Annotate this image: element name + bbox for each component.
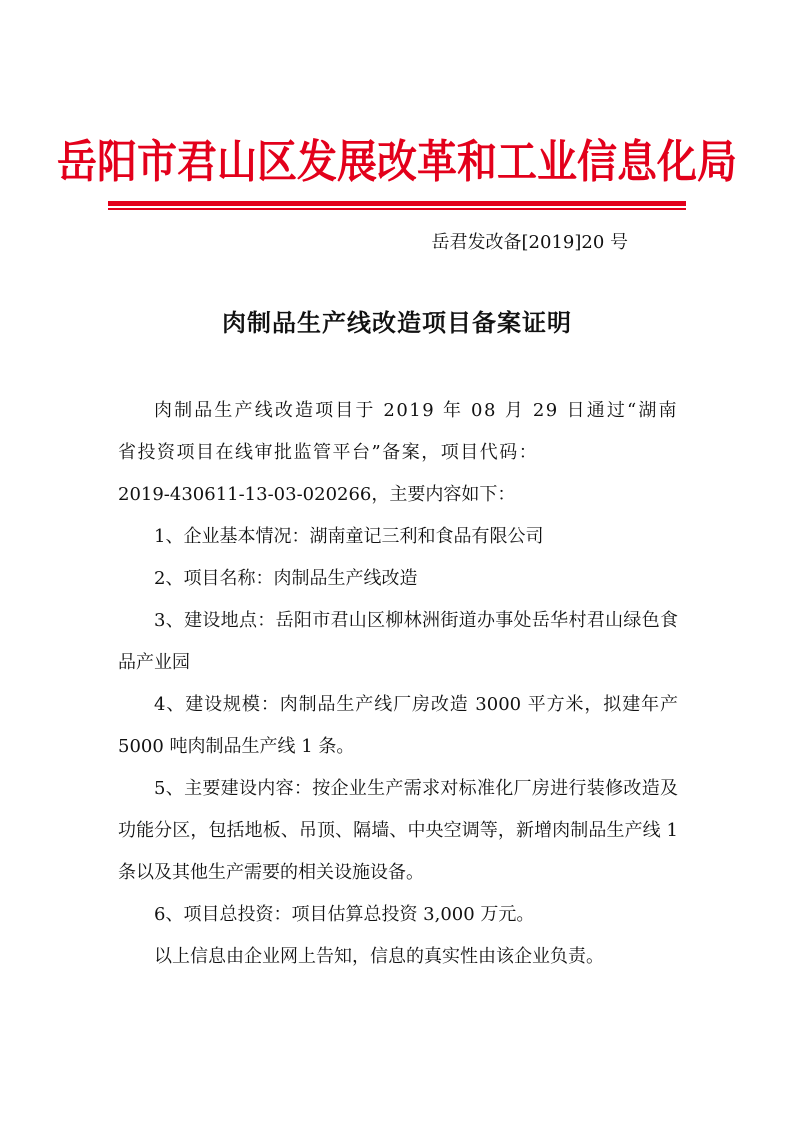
header-rule-thin bbox=[108, 208, 686, 210]
project-code-line: 2019-430611-13-03-020266，主要内容如下： bbox=[118, 484, 516, 505]
closing-statement: 以上信息由企业网上告知，信息的真实性由该企业负责。 bbox=[154, 946, 604, 967]
intro-paragraph: 肉制品生产线改造项目于 2019 年 08 月 29 日通过“湖南省投资项目在线审批监管平台”备案，项目代码： bbox=[118, 400, 678, 463]
item-scale: 4、建设规模：肉制品生产线厂房改造 3000 平方米，拟建年产 5000 吨肉制品生产线 1 条。 bbox=[118, 694, 678, 757]
item-project-name: 2、项目名称：肉制品生产线改造 bbox=[154, 568, 418, 589]
agency-header bbox=[57, 122, 737, 194]
item-company: 1、企业基本情况：湖南童记三利和食品有限公司 bbox=[154, 526, 544, 547]
item-location: 3、建设地点：岳阳市君山区柳林洲街道办事处岳华村君山绿色食品产业园 bbox=[118, 610, 678, 673]
document-body bbox=[118, 390, 678, 978]
header-rule-thick bbox=[108, 201, 686, 206]
agency-title: 岳阳市君山区发展改革和工业信息化局 bbox=[57, 136, 737, 188]
item-content: 5、主要建设内容：按企业生产需求对标准化厂房进行装修改造及功能分区，包括地板、吊顶、隔墙、中央空调等，新增肉制品生产线 1 条以及其他生产需要的相关设施设备。 bbox=[118, 778, 678, 883]
document-number: 岳君发改备[2019]20 号 bbox=[431, 232, 628, 253]
document-title: 肉制品生产线改造项目备案证明 bbox=[222, 309, 572, 337]
item-investment: 6、项目总投资：项目估算总投资 3,000 万元。 bbox=[154, 904, 535, 925]
